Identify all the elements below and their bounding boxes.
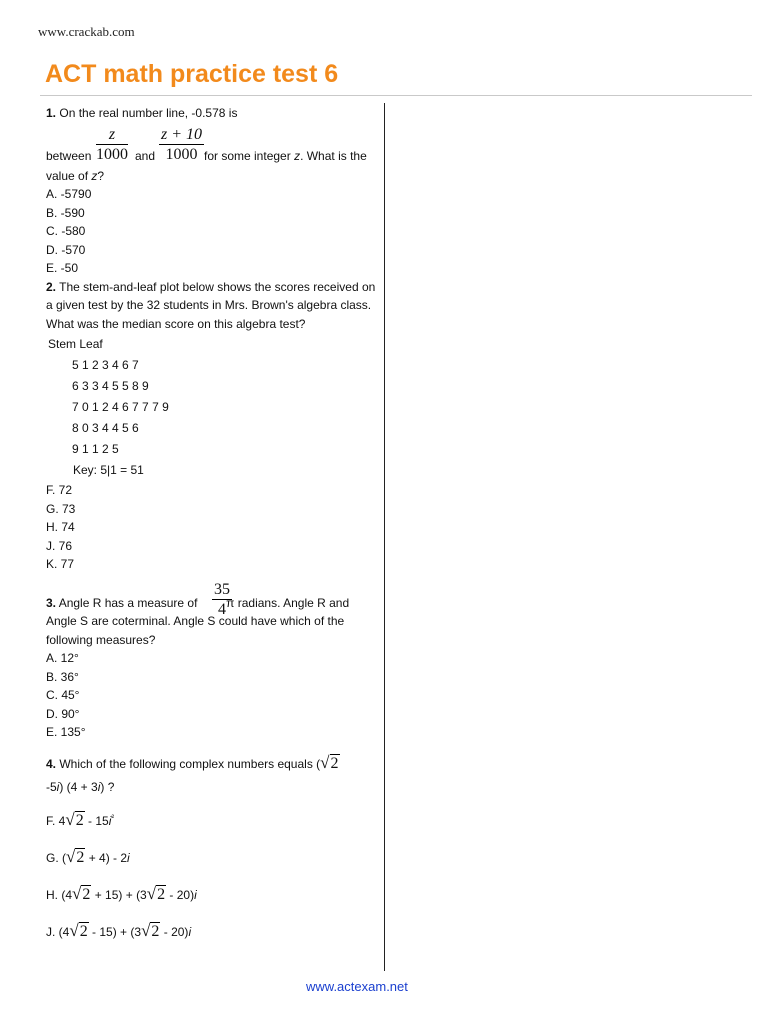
q2-option-g: G. 73 [46,501,76,516]
q1-option-b: B. -590 [46,205,85,220]
q2-option-h: H. 74 [46,520,75,534]
q2-plot-key: Key: 5|1 = 51 [73,463,144,477]
q2-number: 2. [46,279,57,294]
q2-body: The stem-and-leaf plot below shows the scores received on a given test by the 32 students in Mrs. Brown's algebra class. What was the median score on this algebra test? [46,279,376,331]
q4-j-c: - 20) [163,924,189,939]
q1-intro [46,104,381,123]
column-divider [384,103,385,971]
q3-frac-numerator: 35 [214,580,230,598]
q2-plot-header: Stem Leaf [48,337,103,351]
q3-frac-denominator: 4 [218,600,226,618]
q3-option-e: E. 135° [46,725,86,739]
page-title: ACT math practice test 6 [45,60,339,88]
q4-h-sqrt-value-2: 2 [157,885,166,903]
q4-option-f [46,807,381,832]
q2-plot-row: 9 1 1 2 5 [72,442,119,456]
q4-j-i: i [188,924,192,939]
q4-h-b: + 15) + (3 [94,887,147,902]
q4-f-sqrt: √2 [65,809,84,829]
q4-f-b: - 15 [88,813,109,828]
q3-option-d: D. 90° [46,706,80,721]
q4-option-g [46,846,381,869]
header-site-url: www.crackab.com [38,24,135,39]
q4-text [46,752,381,775]
q4-end: ) ? [100,779,115,794]
q4-h-sqrt: √2 [72,883,91,903]
q1-option-c: C. -580 [46,224,86,238]
q4-g-a: G. ( [46,850,66,865]
q3-option-b: B. 36° [46,669,79,684]
q1-frac2-numerator: z + 10 [161,125,203,143]
q2-option-k: K. 77 [46,557,75,571]
q1-frac2-denominator: 1000 [165,145,198,163]
q1-rest-c: value of [46,168,89,183]
q1-line1: On the real number line, -0.578 is [59,106,238,120]
q1-fraction-1 [96,125,128,165]
q4-h-c: - 20) [169,887,195,902]
q4-option-h [46,883,381,906]
q4-g-b: + 4) - 2 [88,850,128,865]
q1-fraction-2 [159,125,204,165]
q1-rest-b: . What is the [300,148,367,163]
q4-j-sqrt-value-2: 2 [151,922,160,940]
q4-j-sqrt: √2 [69,920,88,940]
q3-pre: Angle R has a measure of [58,595,198,610]
q4-text-2 [46,775,381,799]
q1-rest-a: for some integer [204,148,291,163]
q2-text [46,278,381,334]
q4-mid: -5 [46,779,57,794]
q1-fraction-row [46,123,381,167]
q1-and: and [135,148,156,163]
q3-option-c: C. 45° [46,688,80,702]
q3-fraction [212,580,232,620]
q2-option-f: F. 72 [46,483,73,497]
q1-option-a: A. -5790 [46,187,92,201]
left-column [46,104,381,943]
q4-f-exp: ² [111,812,115,822]
q4-h-a: H. (4 [46,887,73,902]
q1-between: between [46,148,92,163]
q2-plot-row: 5 1 2 3 4 6 7 [72,358,139,372]
q4-g-i: i [127,850,130,865]
q4-sqrt-value: 2 [330,754,339,772]
q4-f-sqrt-value: 2 [75,811,84,829]
q4-i: i [56,779,60,794]
q4-h-i: i [194,887,197,902]
q1-rest-d: ? [97,168,105,183]
q4-g-sqrt-value: 2 [76,848,85,866]
q1-option-e: E. -50 [46,261,79,275]
q1-variable: z [294,148,301,163]
q4-g-sqrt: √2 [66,846,85,866]
q3-post: π radians. Angle R and Angle S are coterminal. Angle S could have which of the following measures? [46,595,350,647]
q2-plot-row: 7 0 1 2 4 6 7 7 7 9 [72,400,169,414]
q1-variable-2: z [91,168,98,183]
q4-number: 4. [46,756,57,771]
q2-plot-row: 8 0 3 4 4 5 6 [72,421,139,435]
q4-j-b: - 15) + (3 [92,924,142,939]
q4-f-i: i [108,813,112,828]
q4-j-sqrt-value: 2 [79,922,88,940]
q4-sqrt: √2 [320,752,339,772]
q1-frac1-numerator: z [96,125,128,145]
title-divider [40,95,752,96]
q3-number: 3. [46,595,57,610]
q4-i-2: i [97,779,101,794]
q4-j-a: J. (4 [46,924,70,939]
q1-rest [204,147,367,166]
q4-tail: ) (4 + 3 [59,779,98,794]
q4-option-j [46,920,381,943]
q4-pre: Which of the following complex numbers equals ( [59,756,321,771]
q4-h-sqrt-value: 2 [82,885,91,903]
q4-h-sqrt-2: √2 [146,883,166,903]
q1-frac1-denominator: 1000 [96,145,128,163]
q2-plot-row: 6 3 3 4 5 5 8 9 [72,379,149,393]
q2-option-j: J. 76 [46,538,73,553]
footer-site-link[interactable]: www.actexam.net [306,979,408,994]
q4-f-a: F. 4 [46,813,66,828]
q1-option-d: D. -570 [46,242,86,257]
q4-j-sqrt-2: √2 [141,920,160,940]
q1-line3 [46,167,381,186]
q1-number: 1. [46,106,57,120]
q3-option-a: A. 12° [46,651,79,665]
